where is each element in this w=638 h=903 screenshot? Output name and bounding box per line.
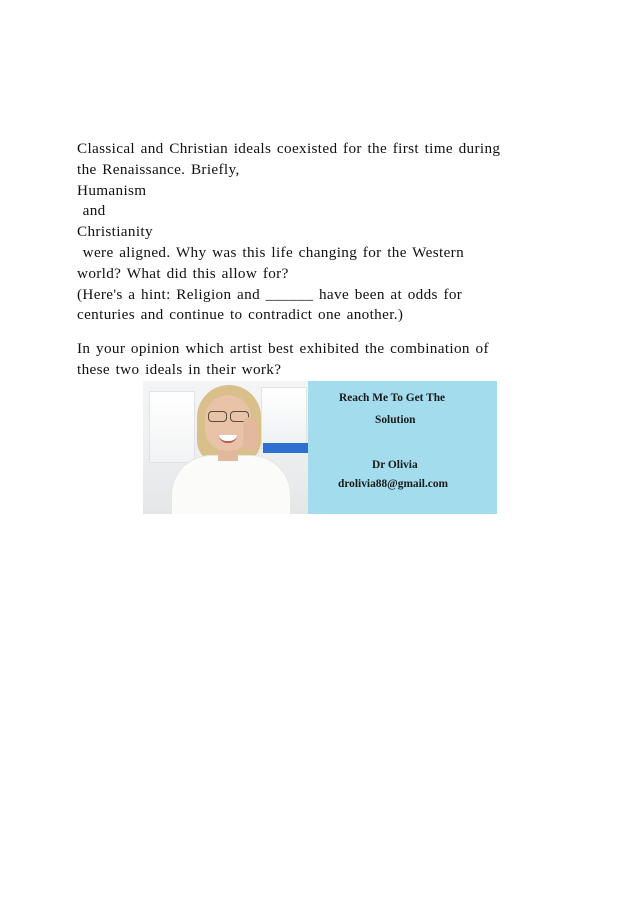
woman-photo [143, 381, 308, 514]
contact-email: drolivia88@gmail.com [338, 478, 449, 490]
text-line: were aligned. Why was this life changing for the Western [77, 243, 465, 261]
text-line: the Renaissance. Briefly, [77, 160, 240, 178]
text-line: Classical and Christian ideals coexisted for the first time during [77, 140, 501, 157]
promo-subheading: Solution [375, 414, 416, 426]
text-line: world? What did this allow for? [77, 264, 289, 282]
promo-heading: Reach Me To Get The [339, 392, 446, 404]
contact-card [308, 381, 497, 514]
opinion-paragraph [77, 339, 567, 381]
text-line: In your opinion which artist best exhibited the combination of [77, 340, 489, 358]
promo-banner [143, 381, 497, 514]
document-text [77, 139, 567, 381]
text-line: and [77, 202, 106, 220]
text-line: (Here's a hint: Religion and ______ have been at odds for [77, 285, 463, 303]
question-paragraph [77, 139, 567, 326]
contact-name: Dr Olivia [372, 459, 418, 471]
text-line: Christianity [77, 223, 153, 241]
text-line: Humanism [77, 181, 147, 199]
text-line: centuries and continue to contradict one another.) [77, 306, 404, 324]
text-line: these two ideals in their work? [77, 360, 282, 378]
